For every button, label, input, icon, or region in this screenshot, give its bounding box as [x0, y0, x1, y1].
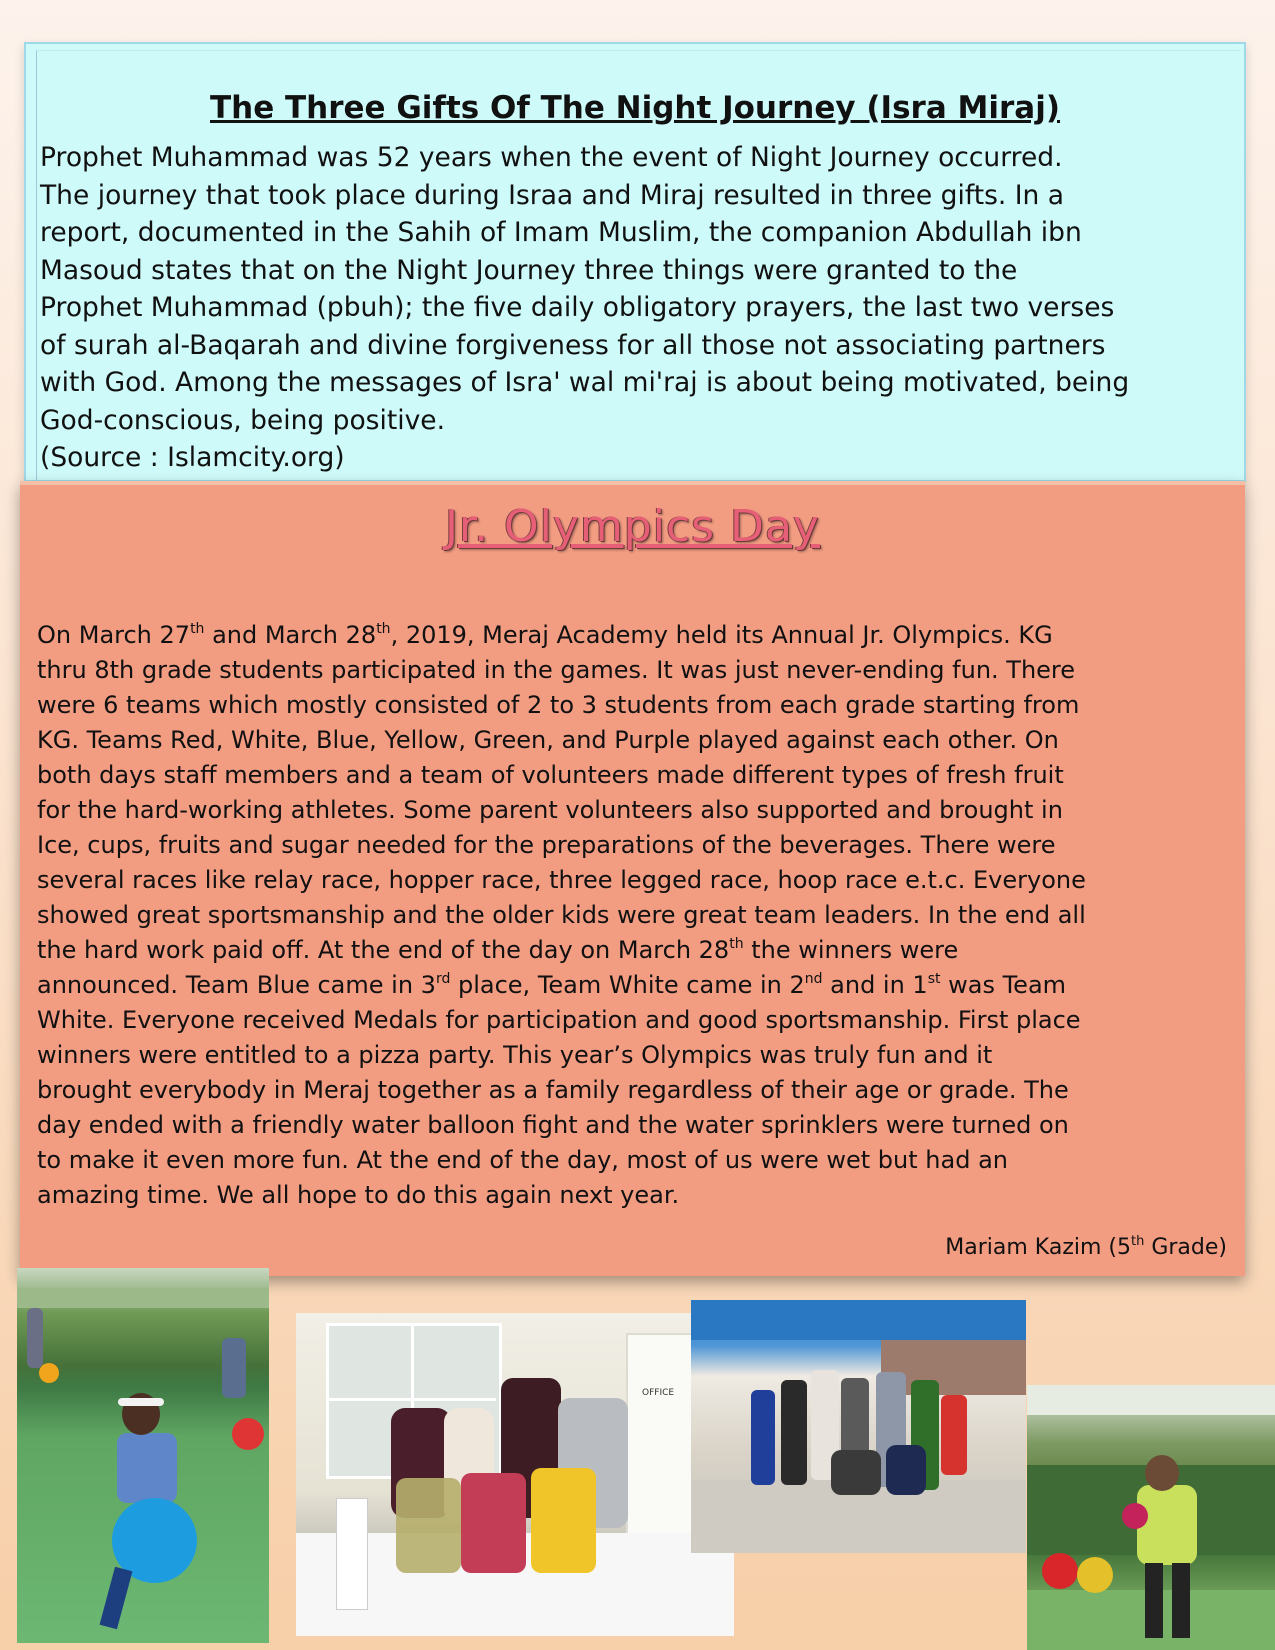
isra-paragraph — [40, 139, 1240, 477]
isra-line: with God. Among the messages of Isra' wal mi'raj is about being motivated, being — [40, 367, 1130, 398]
olympics-line: announced. Team Blue came in 3rd place, Team White came in 2nd and in 1st was Team — [37, 971, 1067, 999]
olympics-paragraph — [37, 618, 1237, 1213]
olympics-line: both days staff members and a team of volunteers made different types of fresh fruit — [37, 761, 1064, 789]
olympics-line: winners were entitled to a pizza party. This year’s Olympics was truly fun and it — [37, 1041, 993, 1069]
olympics-line: the hard work paid off. At the end of the day on March 28th the winners were — [37, 936, 959, 964]
isra-source: (Source : Islamcity.org) — [40, 442, 345, 473]
olympics-line: were 6 teams which mostly consisted of 2 to 3 students from each grade starting from — [37, 691, 1080, 719]
olympics-line: Ice, cups, fruits and sugar needed for the preparations of the beverages. There were — [37, 831, 1056, 859]
photo-drink-station — [296, 1313, 734, 1636]
olympics-line: to make it even more fun. At the end of the day, most of us were wet but had an — [37, 1146, 1008, 1174]
photo-hopper-race — [17, 1268, 269, 1643]
photo-group — [691, 1300, 1026, 1553]
isra-line: Prophet Muhammad (pbuh); the five daily obligatory prayers, the last two verses — [40, 292, 1115, 323]
photo-balloon-toss — [1027, 1385, 1275, 1650]
olympics-line: showed great sportsmanship and the older kids were great team leaders. In the end all — [37, 901, 1086, 929]
isra-title: The Three Gifts Of The Night Journey (Isra Miraj) — [209, 90, 1061, 126]
office-sign: OFFICE — [642, 1388, 675, 1398]
isra-line: God-conscious, being positive. — [40, 404, 446, 436]
olympics-title: Jr. Olympics Day — [445, 501, 820, 552]
olympics-line: thru 8th grade students participated in the games. It was just never-ending fun. There — [37, 656, 1076, 684]
olympics-line: for the hard-working athletes. Some parent volunteers also supported and brought in — [37, 796, 1063, 824]
olympics-line: amazing time. We all hope to do this again next year. — [37, 1181, 680, 1209]
olympics-line: White. Everyone received Medals for participation and good sportsmanship. First place — [37, 1006, 1081, 1034]
isra-line: of surah al-Baqarah and divine forgiveness for all those not associating partners — [40, 329, 1106, 361]
isra-line: Prophet Muhammad was 52 years when the event of Night Journey occurred. — [40, 142, 1063, 173]
olympics-line: brought everybody in Meraj together as a family regardless of their age or grade. The — [37, 1076, 1069, 1104]
olympics-line: On March 27th and March 28th, 2019, Meraj Academy held its Annual Jr. Olympics. KG — [37, 621, 1053, 649]
isra-line: Masoud states that on the Night Journey three things were granted to the — [40, 254, 1018, 286]
olympics-line: day ended with a friendly water balloon fight and the water sprinklers were turned on — [37, 1111, 1069, 1139]
olympics-line: several races like relay race, hopper race, three legged race, hoop race e.t.c. Everyone — [37, 866, 1086, 894]
isra-miraj-section — [24, 42, 1246, 482]
jr-olympics-section — [20, 481, 1245, 1276]
olympics-line: KG. Teams Red, White, Blue, Yellow, Green, and Purple played against each other. On — [37, 726, 1059, 754]
isra-line: The journey that took place during Israa and Miraj resulted in three gifts. In a — [40, 179, 1065, 211]
isra-line: report, documented in the Sahih of Imam Muslim, the companion Abdullah ibn — [40, 217, 1082, 248]
author-signature: Mariam Kazim (5th Grade) — [945, 1234, 1227, 1260]
